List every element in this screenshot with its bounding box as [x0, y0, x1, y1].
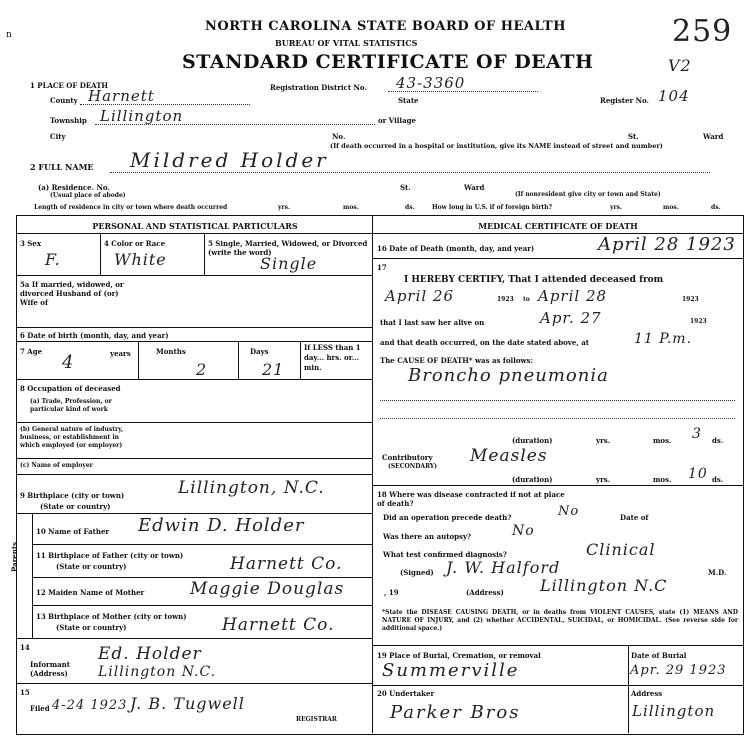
informant-address-label: (Address): [30, 669, 68, 678]
contrib-ds: ds.: [712, 475, 724, 484]
secondary-label: (SECONDARY): [388, 463, 438, 470]
medical-heading: MEDICAL CERTIFICATE OF DEATH: [478, 221, 638, 231]
undertaker-address-value: Lillington: [632, 702, 716, 720]
us-mos: mos.: [663, 204, 679, 211]
industry-label: (b) General nature of industry, business, or establishment in which employed (or employer): [20, 426, 124, 449]
birthplace-label: 9 Birthplace (city or town): [20, 491, 125, 500]
length-mos: mos.: [343, 204, 359, 211]
mother-birthplace-value: Harnett Co.: [222, 615, 335, 635]
cause-value: Broncho pneumonia: [408, 365, 609, 386]
burial-date-label: Date of Burial: [631, 651, 687, 660]
full-name-value: Mildred Holder: [130, 148, 329, 172]
spouse-label: 5a If married, widowed, or divorced Husband of (or) Wife of: [20, 280, 124, 307]
death-hour-label: and that death occurred, on the date stated above, at: [380, 338, 589, 347]
father-value: Edwin D. Holder: [138, 515, 305, 536]
sex-value: F.: [45, 250, 61, 269]
years-label: years: [110, 349, 131, 358]
registration-value: 43-3360: [396, 74, 466, 92]
birthplace-sub: (State or country): [40, 502, 111, 511]
age-label: 7 Age: [20, 347, 43, 356]
footnote: *State the DISEASE CAUSING DEATH, or in deaths from VIOLENT CAUSES, state (1) MEANS AND NATURE OF INJURY, and (2) whether ACCIDENTAL, SUICIDAL, or HOMICIDAL. (See reverse side for additional space.): [382, 609, 738, 632]
year-prefix: , 19: [384, 588, 399, 597]
state-label: State: [398, 96, 419, 105]
employer-label: (c) Name of employer: [20, 462, 93, 469]
residence-st-label: St.: [400, 183, 411, 192]
operation-label: Did an operation precede death?: [383, 513, 512, 522]
item-17: 17: [377, 263, 387, 272]
father-birthplace-sub: (State or country): [56, 562, 127, 571]
contrib-mos: mos.: [653, 475, 672, 484]
attended-from: April 26: [385, 287, 455, 305]
undertaker-address-label: Address: [631, 689, 663, 698]
duration-days: 3: [692, 426, 702, 442]
physician-address-label: (Address): [466, 588, 504, 597]
city-label: City: [50, 132, 66, 141]
marital-label: 5 Single, Married, Widowed, or Divorced (write the word): [208, 239, 368, 257]
contributory-value: Measles: [470, 446, 548, 466]
age-days-value: 21: [262, 360, 285, 379]
filed-num: 15: [20, 688, 30, 697]
parents-side-label: Parents: [10, 541, 19, 572]
registrar-label: REGISTRAR: [296, 716, 337, 723]
signed-label: (Signed): [400, 568, 434, 577]
undertaker-label: 20 Undertaker: [377, 689, 435, 698]
informant-address-value: Lillington N.C.: [98, 664, 217, 680]
duration-ds: ds.: [712, 436, 724, 445]
autopsy-value: No: [512, 523, 535, 539]
state-board-title: NORTH CAROLINA STATE BOARD OF HEALTH: [205, 19, 567, 34]
diagnosis-label: What test confirmed diagnosis?: [383, 550, 507, 559]
trade-label: (a) Trade, Profession, or particular kind of work: [30, 398, 112, 413]
mother-value: Maggie Douglas: [190, 579, 345, 599]
burial-label: 19 Place of Burial, Cremation, or removal: [377, 651, 541, 660]
contrib-duration-label: (duration): [512, 475, 553, 484]
us-yrs: yrs.: [610, 204, 623, 211]
autopsy-label: Was there an autopsy?: [383, 532, 472, 541]
color-value: White: [114, 250, 167, 269]
filed-date: 4-24 1923: [52, 698, 128, 713]
marital-value: Single: [260, 254, 318, 273]
residence-ward-label: Ward: [464, 183, 485, 192]
last-saw-value: Apr. 27: [540, 309, 602, 327]
attended-to: April 28: [538, 287, 608, 305]
months-label: Months: [156, 347, 186, 356]
last-saw-label: that I last saw her alive on: [380, 318, 485, 327]
registrar-signature: J. B. Tugwell: [130, 694, 245, 713]
residence-label: (a) Residence. No.: [38, 183, 110, 192]
county-value: Harnett: [88, 87, 155, 105]
birthplace-value: Lillington, N.C.: [178, 478, 325, 498]
township-value: Lillington: [100, 107, 184, 125]
contrib-yrs: yrs.: [596, 475, 611, 484]
informant-num: 14: [20, 643, 30, 652]
father-birthplace-label: 11 Birthplace of Father (city or town): [36, 551, 184, 560]
physician-address-value: Lillington N.C: [540, 576, 668, 595]
place-of-death-label: 1 PLACE OF DEATH: [30, 81, 109, 90]
duration-label: (duration): [512, 436, 553, 445]
mother-label: 12 Maiden Name of Mother: [36, 588, 145, 597]
hospital-note: (If death occurred in a hospital or institution, give its NAME instead of street and number): [330, 142, 663, 150]
death-hour-value: 11 P.m.: [634, 331, 693, 347]
residence-note: (Usual place of abode): [50, 192, 126, 199]
burial-date-value: Apr. 29 1923: [630, 663, 727, 678]
diagnosis-value: Clinical: [586, 540, 656, 559]
certificate-title: STANDARD CERTIFICATE OF DEATH: [182, 51, 594, 73]
register-label: Register No.: [600, 96, 649, 105]
registration-label: Registration District No.: [270, 83, 367, 92]
length-residence-label: Length of residence in city or town where death occurred: [34, 204, 228, 211]
length-yrs: yrs.: [278, 204, 291, 211]
where-contracted-label: 18 Where was disease contracted if not at place of death?: [377, 490, 565, 508]
mother-birthplace-sub: (State or country): [56, 623, 127, 632]
nonresident-note: (If nonresident give city or town and State): [515, 191, 661, 198]
margin-mark: n: [6, 30, 12, 40]
sex-label: 3 Sex: [20, 239, 41, 248]
father-birthplace-value: Harnett Co.: [230, 554, 343, 574]
filed-label: Filed: [30, 704, 50, 713]
register-value: 104: [658, 87, 690, 105]
city-st-label: St.: [628, 132, 639, 141]
county-label: County: [50, 96, 78, 105]
personal-heading: PERSONAL AND STATISTICAL PARTICULARS: [92, 221, 298, 231]
duration-mos: mos.: [653, 436, 672, 445]
last-saw-year: 1923: [690, 318, 707, 325]
undertaker-value: Parker Bros: [390, 702, 521, 723]
how-long-label: How long in U.S. if of foreign birth?: [432, 204, 553, 211]
us-ds: ds.: [711, 204, 721, 211]
less-than-day-label: If LESS than 1 day... hrs. or... min.: [304, 343, 361, 372]
full-name-label: 2 FULL NAME: [30, 162, 94, 172]
certify-label: I HEREBY CERTIFY, That I attended deceased from: [404, 275, 664, 285]
city-no-label: No.: [332, 132, 346, 141]
mother-birthplace-label: 13 Birthplace of Mother (city or town): [36, 612, 187, 621]
contrib-days: 10: [688, 466, 708, 482]
village-label: or Village: [378, 116, 416, 125]
death-date-label: 16 Date of Death (month, day, and year): [377, 244, 535, 253]
father-label: 10 Name of Father: [36, 527, 110, 536]
city-ward-label: Ward: [703, 132, 724, 141]
informant-label: Informant: [30, 660, 70, 669]
age-months-value: 2: [196, 360, 208, 379]
cause-label: The CAUSE OF DEATH* was as follows:: [380, 356, 534, 365]
days-label: Days: [250, 347, 269, 356]
attended-year1: 1923: [497, 296, 514, 303]
attended-year2: 1923: [682, 296, 699, 303]
dob-label: 6 Date of birth (month, day, and year): [20, 331, 169, 340]
physician-signature: J. W. Halford: [446, 558, 561, 577]
md-label: M.D.: [708, 568, 727, 577]
township-label: Township: [50, 116, 87, 125]
file-number: 259: [672, 14, 733, 49]
color-label: 4 Color or Race: [104, 239, 166, 248]
length-ds: ds.: [405, 204, 415, 211]
informant-value: Ed. Holder: [98, 644, 202, 664]
burial-value: Summerville: [382, 660, 520, 681]
date-of-label: Date of: [620, 513, 649, 522]
death-date-value: April 28 1923: [598, 234, 736, 255]
occupation-label: 8 Occupation of deceased: [20, 384, 121, 393]
contributory-label: Contributory: [382, 453, 433, 462]
age-years-value: 4: [62, 352, 75, 373]
bureau-title: BUREAU OF VITAL STATISTICS: [275, 38, 418, 48]
corner-mark: V2: [668, 56, 692, 75]
duration-yrs: yrs.: [596, 436, 611, 445]
operation-value: No: [558, 504, 580, 519]
attended-to-label: to: [523, 296, 530, 303]
